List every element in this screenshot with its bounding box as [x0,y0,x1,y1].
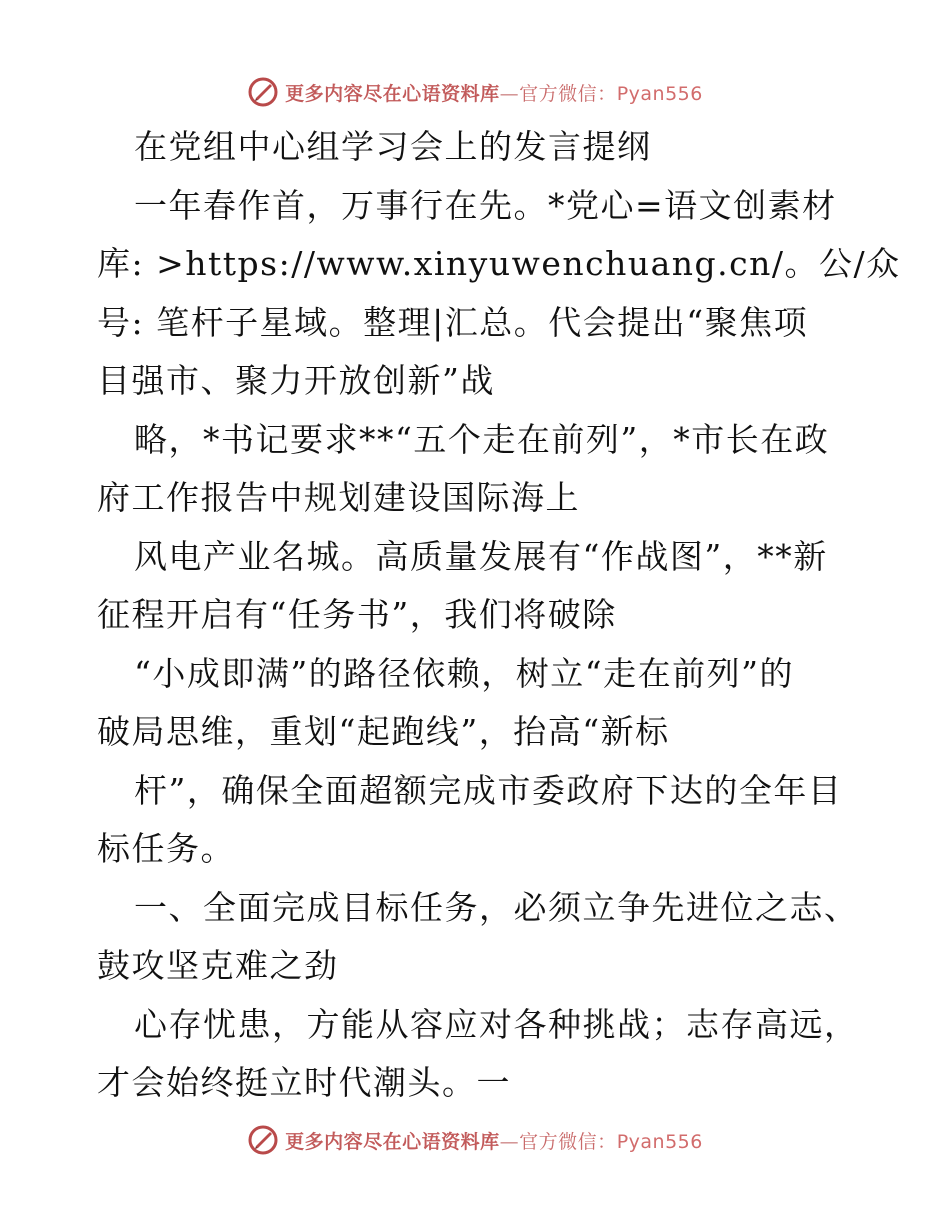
watermark-header [0,72,950,112]
document-title: 在党组中心组学习会上的发言提纲 [134,127,652,166]
watermark-text [285,79,703,106]
quill-logo-icon [247,1124,279,1156]
watermark-account-label: 官方微信： [519,82,617,105]
text-line: 心存忧患，方能从容应对各种挑战；志存高远， [134,1004,859,1044]
watermark-footer [0,1120,950,1160]
text-line: 破局思维，重划“起跑线”，抬高“新标 [97,712,670,751]
text-line: 目强市、聚力开放创新”战 [97,361,495,400]
text-line: 才会始终挺立时代潮头。一 [97,1063,511,1102]
text-line: 府工作报告中规划建设国际海上 [97,478,580,517]
text-line: 标任务。 [97,829,235,868]
watermark-account-label: 官方微信： [519,1130,617,1153]
watermark-account: Pyan556 [616,82,703,105]
watermark-main: 更多内容尽在心语资料库 [285,1130,500,1153]
text-line: 征程开启有“任务书”，我们将破除 [97,595,617,634]
text-line: 略，*书记要求**“五个走在前列”，*市长在政 [134,419,830,459]
text-line: 号: 笔杆子星域。整理|汇总。代会提出“聚焦项 [97,302,809,342]
text-line: 库: >https://www.xinyuwenchuang.cn/。公/众 [97,244,901,283]
quill-logo-icon [247,76,279,108]
document-body [97,118,901,1113]
section-heading-continued: 鼓攻坚克难之劲 [97,946,339,985]
text-line: 杆”，确保全面超额完成市委政府下达的全年目 [134,770,843,810]
watermark-text [285,1127,703,1154]
watermark-dash: — [499,1130,520,1153]
watermark-dash: — [499,82,520,105]
text-line: 风电产业名城。高质量发展有“作战图”，**新 [134,536,828,576]
watermark-account: Pyan556 [616,1130,703,1153]
watermark-main: 更多内容尽在心语资料库 [285,82,500,105]
section-heading: 一、全面完成目标任务，必须立争先进位之志、 [134,887,859,927]
text-line: 一年春作首，万事行在先。*党心=语文创素材 [134,185,837,225]
text-line: “小成即满”的路径依赖，树立“走在前列”的 [134,653,794,693]
